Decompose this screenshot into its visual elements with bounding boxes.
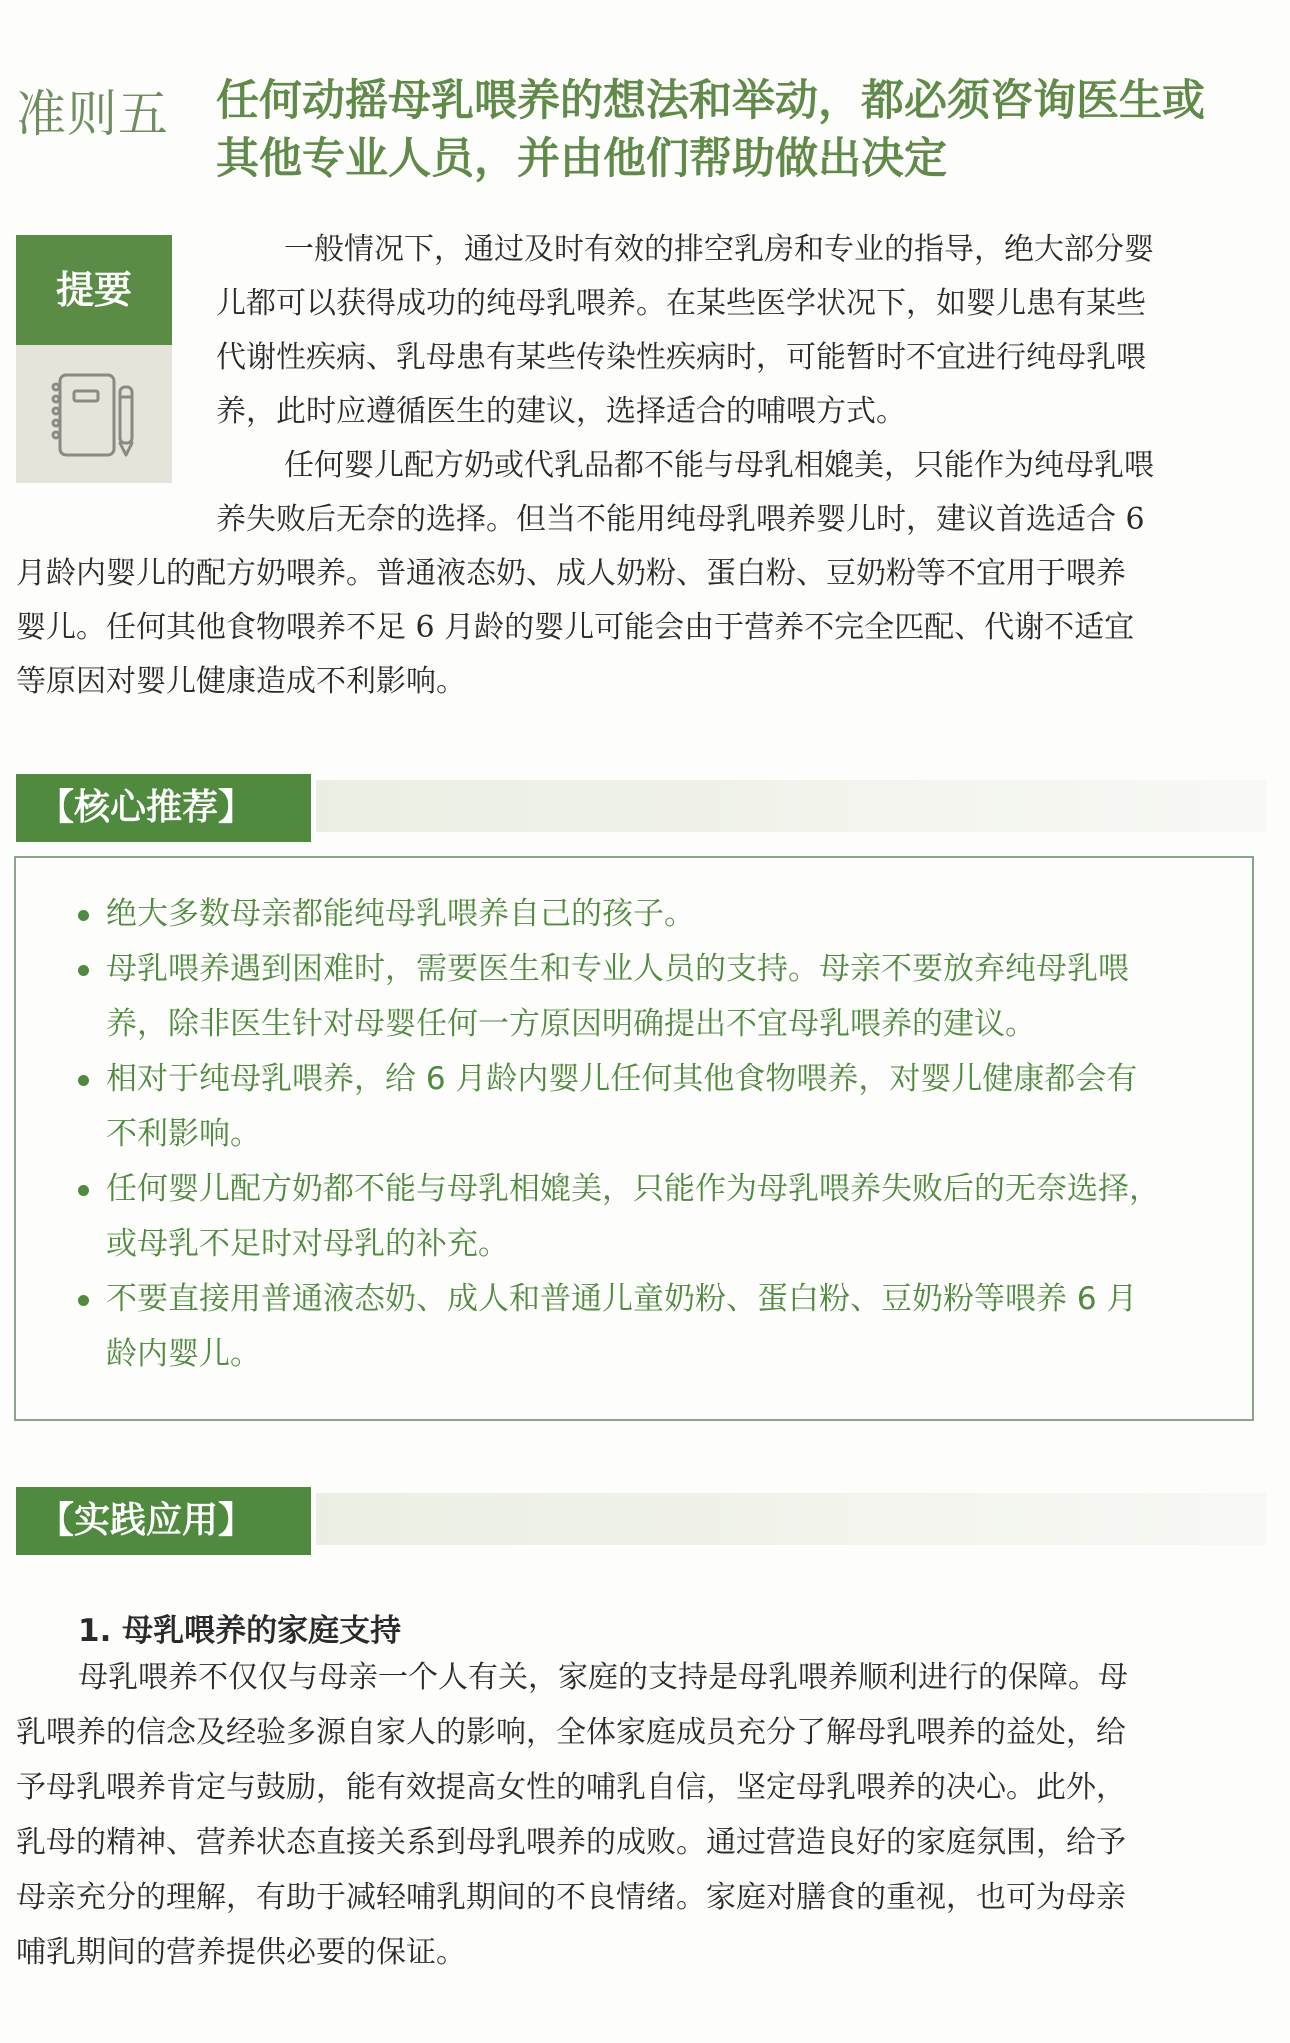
summary-badge — [16, 235, 172, 483]
practice-line: 予母乳喂养肯定与鼓励，能有效提高女性的哺乳自信，坚定母乳喂养的决心。此外， — [16, 1770, 1126, 1805]
core-recommendation-label: 【核心推荐】 — [16, 774, 311, 842]
summary-line: 一般情况下，通过及时有效的排空乳房和专业的指导，绝大部分婴 — [284, 232, 1154, 267]
practice-line: 母亲充分的理解，有助于减轻哺乳期间的不良情绪。家庭对膳食的重视，也可为母亲 — [16, 1880, 1126, 1915]
practice-line: 乳母的精神、营养状态直接关系到母乳喂养的成败。通过营造良好的家庭氛围，给予 — [16, 1825, 1126, 1860]
bullet — [78, 1185, 89, 1196]
practice-line: 乳喂养的信念及经验多源自家人的影响，全体家庭成员充分了解母乳喂养的益处，给 — [16, 1715, 1126, 1750]
core-item-continuation: 养，除非医生针对母婴任何一方原因明确提出不宜母乳喂养的建议。 — [106, 1006, 1036, 1042]
summary-badge-icon-area — [16, 345, 172, 483]
practice-line: 母乳喂养不仅仅与母亲一个人有关，家庭的支持是母乳喂养顺利进行的保障。母 — [78, 1660, 1128, 1695]
notebook-pen-icon — [46, 367, 142, 463]
guideline-title-line-2: 其他专业人员，并由他们帮助做出决定 — [216, 134, 947, 184]
core-item-continuation: 或母乳不足时对母乳的补充。 — [106, 1226, 509, 1262]
practice-line: 哺乳期间的营养提供必要的保证。 — [16, 1935, 466, 1970]
practice-subheading: 1. 母乳喂养的家庭支持 — [78, 1613, 402, 1649]
core-item: 不要直接用普通液态奶、成人和普通儿童奶粉、蛋白粉、豆奶粉等喂养 6 月 — [106, 1281, 1138, 1317]
bullet — [78, 910, 89, 921]
core-item-continuation: 龄内婴儿。 — [106, 1336, 261, 1372]
core-item: 任何婴儿配方奶都不能与母乳相媲美，只能作为母乳喂养失败后的无奈选择， — [106, 1171, 1160, 1207]
summary-line: 月龄内婴儿的配方奶喂养。普通液态奶、成人奶粉、蛋白粉、豆奶粉等不宜用于喂养 — [16, 556, 1126, 591]
bullet — [78, 1075, 89, 1086]
section-divider — [316, 1493, 1266, 1545]
summary-line: 等原因对婴儿健康造成不利影响。 — [16, 664, 466, 699]
summary-badge-label: 提要 — [16, 235, 172, 345]
summary-line: 养失败后无奈的选择。但当不能用纯母乳喂养婴儿时，建议首选适合 6 — [216, 502, 1145, 537]
guideline-number: 准则五 — [16, 85, 169, 143]
section-divider — [316, 780, 1266, 832]
summary-line: 婴儿。任何其他食物喂养不足 6 月龄的婴儿可能会由于营养不完全匹配、代谢不适宜 — [16, 610, 1135, 645]
core-item: 相对于纯母乳喂养，给 6 月龄内婴儿任何其他食物喂养，对婴儿健康都会有 — [106, 1061, 1138, 1097]
core-recommendation-box — [14, 856, 1254, 1421]
summary-line: 任何婴儿配方奶或代乳品都不能与母乳相媲美，只能作为纯母乳喂 — [284, 448, 1154, 483]
bullet — [78, 1295, 89, 1306]
guideline-title-line-1: 任何动摇母乳喂养的想法和举动，都必须咨询医生或 — [216, 76, 1205, 126]
summary-line: 儿都可以获得成功的纯母乳喂养。在某些医学状况下，如婴儿患有某些 — [216, 286, 1146, 321]
guideline-title — [216, 72, 1276, 188]
practice-application-bar — [16, 1487, 1266, 1555]
core-item-continuation: 不利影响。 — [106, 1116, 261, 1152]
practice-application-label: 【实践应用】 — [16, 1487, 311, 1555]
summary-line: 养，此时应遵循医生的建议，选择适合的哺喂方式。 — [216, 394, 906, 429]
core-recommendation-bar — [16, 774, 1266, 842]
core-item: 母乳喂养遇到困难时，需要医生和专业人员的支持。母亲不要放弃纯母乳喂 — [106, 951, 1129, 987]
core-item: 绝大多数母亲都能纯母乳喂养自己的孩子。 — [106, 896, 695, 932]
summary-line: 代谢性疾病、乳母患有某些传染性疾病时，可能暂时不宜进行纯母乳喂 — [216, 340, 1146, 375]
bullet — [78, 965, 89, 976]
